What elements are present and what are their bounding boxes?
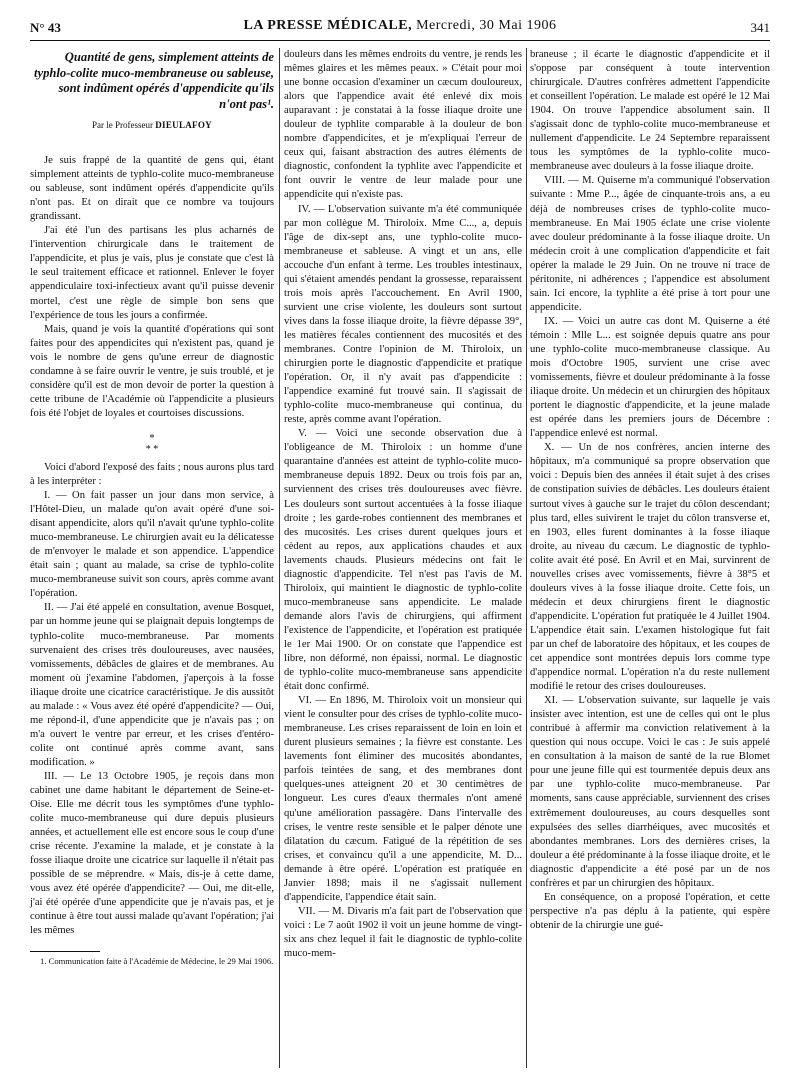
column-divider bbox=[526, 48, 527, 1068]
page-number: 341 bbox=[750, 20, 770, 35]
paragraph: braneuse ; il écarte le diagnostic d'appendicite et il s'oppose par conséquent à toute intervention chirurgicale. D'autres confrères admettent l'appendicite et conseillent l'opération. Le malade est opéré le 12 Mai 1904. On trouve l'appendice absolument sain. Il s'agissait donc de typhlo-colite muco-membraneuse et nullement d'appendicite. Le 24 Septembre reparaissent tous les symptômes de la typhlo-colite muco-membraneuse avec douleurs à la fosse iliaque droite. bbox=[530, 49, 770, 173]
observation-11: XI. — L'observation suivante, sur laquelle je vais insister avec intention, est une de celles qui ont le plus contribué à affermir ma conviction relativement à la question qui nous occupe. Voici le cas : Je suis appelé en consultation à la maison de santé de la rue Blomet pour une jeune fille qui est tourmentée depuis deux ans par une typhlo-colite muco-membraneuse. Par moments, sans cause appréciable, surviennent des crises extrêmement douloureuses, au cours desquelles sont expulsées des selles diarrhéiques, avec mucosités et abondantes membranes. Lors des dernières crises, la douleur a été prédominante à la fosse iliaque droite, et le diagnostic d'appendicite a été posé par un de nos confrères et par un chirurgien des hôpitaux. bbox=[530, 695, 770, 889]
column-3 bbox=[530, 48, 770, 933]
article-title: Quantité de gens, simplement atteints de typhlo-colite muco-membraneuse ou sableuse, sont indûment opérés d'appendicite qu'ils n'ont pas¹. bbox=[34, 50, 274, 111]
observation-4: IV. — L'observation suivante m'a été communiquée par mon collègue M. Thiroloix. Mme C..., a, depuis l'âge de dix-sept ans, une typhlo-colite muco-membraneuse et sableuse. A vingt et un ans, elle accouche d'un enfant à terme. Les troubles intestinaux, qui s'étaient amendés pendant la grossesse, reparaissent trois mois après l'accouchement. En Avril 1900, survient une crise violente, les douleurs sont surtout vives dans la fosse iliaque droite, la fièvre dépasse 39°, les matières fécales contiennent des mucosités et des membranes. Contre l'opinion de M. Thiroloix, un chirurgien porte le diagnostic d'appendicite et pratique l'opération. Or, il n'y avait pas d'appendicite : l'appendice examiné fut trouvé sain. Il s'agissait de typhlo-colite muco-membraneuse qui continua, du reste, après comme avant l'opération. bbox=[284, 203, 522, 426]
column-1 bbox=[30, 48, 274, 967]
observation-1: I. — On fait passer un jour dans mon service, à l'Hôtel-Dieu, un malade qu'on avait opéré d'une soi-disant appendicite, alors qu'il n'avait qu'une typhlo-colite muco-membraneuse. Le chirurgien avait eu la délicatesse de m'envoyer le malade et son appendice. L'appendice était sain ; quant au malade, sa crise de typhlo-colite muco-membraneuse suivit son cours, après comme avant l'opération. bbox=[30, 490, 274, 600]
paragraph: J'ai été l'un des partisans les plus acharnés de l'intervention chirurgicale dans le traitement de l'appendicite, et plus je vais, plus je constate que c'est là le seul traitement efficace et rationnel. Enlever le foyer appendiculaire toxi-infectieux avant qu'il puisse devenir mortel, c'est une règle de simple bon sens que l'expérience de tous les jours a confirmée. bbox=[30, 225, 274, 321]
observation-2: II. — J'ai été appelé en consultation, avenue Bosquet, par un homme jeune qui se plaignait depuis longtemps de typhlo-colite muco-membraneuse. Par moments survenaient des crises très douloureuses, avec nausées, vomissements, débâcles de glaires et de membranes. Au moment où j'examine l'abdomen, j'aperçois à la fosse iliaque droite une cicatrice caractéristique. Je dis aussitôt au malade : « Vous avez été opéré d'appendicite? — Oui, me répond-il, d'une appendicite que je n'avais pas ; on m'a ouvert le ventre par erreur, et les crises d'entéro-colite ont continué après comme avant, sans modification. » bbox=[30, 602, 274, 768]
section-separator: * * * bbox=[145, 432, 159, 455]
byline bbox=[30, 118, 274, 132]
author-name: DIEULAFOY bbox=[155, 120, 212, 130]
paragraph: Je suis frappé de la quantité de gens qui, étant simplement atteints de typhlo-colite muco-membraneuse ou sableuse, sont indûment opérés d'appendicite qu'ils n'ont pas. Et on dirait que ce nombre va toujours grandissant. bbox=[30, 155, 274, 223]
observation-9: IX. — Voici un autre cas dont M. Quiserne a été témoin : Mlle L... est soignée depuis quatre ans pour une typhlo-colite muco-membraneuse classique. Au mois d'Octobre 1905, survient une crise avec vomissements, fièvre et douleur prédominante à la fosse iliaque droite. Un médecin et un chirurgien des hôpitaux portent le diagnostic d'appendicite, et la jeune malade est opérée dans les premiers jours de Décembre : l'appendice enlevé est normal. bbox=[530, 315, 770, 440]
observation-7: VII. — M. Divaris m'a fait part de l'observation que voici : Le 7 août 1902 il voit un jeune homme de vingt-six ans chez lequel il fait le diagnostic de typhlo-colite muco-mem- bbox=[284, 905, 522, 959]
journal-masthead bbox=[30, 18, 770, 34]
observation-5: V. — Voici une seconde observation due à l'obligeance de M. Thiroloix : un homme d'une quarantaine d'années est atteint de typhlo-colite muco-membraneuse depuis 1892. Deux ou trois fois par an, surviennent des crises très douloureuses avec fièvre. Les douleurs sont surtout accentuées à la fosse iliaque droite ; les garde-robes contiennent des membranes et des mucosités. Les crises durent quelques jours et cèdent au repos, aux applications chaudes et aux lavements chauds. Plusieurs médecins ont fait le diagnostic d'appendicite. Tel n'est pas l'avis de M. Thiroloix, qui maintient le diagnostic de typhlo-colite muco-membraneuse sans appendicite. Le malade demande alors l'avis de chirurgiens, qui affirment l'existence de l'appendicite, et l'opération est pratiquée le 1er Mai 1900. Or on constate que l'appendice est libre, non déformé, non épaissi, normal. Le diagnostic de typhlo-colite muco-membraneuse sans appendicite était donc confirmé. bbox=[284, 428, 522, 693]
column-2 bbox=[284, 48, 522, 961]
observation-8: VIII. — M. Quiserne m'a communiqué l'observation suivante : Mme P..., âgée de cinquante-trois ans, a eu déjà de nombreuses crises de typhlo-colite muco-membraneuse. En Mai 1905 éclate une crise violente avec douleur prédominante à la fosse iliaque droite. Un médecin croit à une complication d'appendicite et fait opérer la malade le 29 Juin. On ne trouve ni trace de péritonite, ni adhérences ; l'appendice est absolument sain. Ici encore, la typhlite a été prise à tort pour une appendicite. bbox=[530, 175, 770, 313]
paragraph: Voici d'abord l'exposé des faits ; nous aurons plus tard à les interpréter : bbox=[30, 461, 274, 487]
footnote: 1. Communication faite à l'Académie de Médecine, le 29 Mai 1906. bbox=[40, 955, 274, 966]
paragraph: douleurs dans les mêmes endroits du ventre, je rends les mêmes glaires et les mêmes peaux. » C'était pour moi une bonne occasion d'examiner un cæcum douloureux, alors que l'appendice avait été enlevé dix mois auparavant : je constatai à la fosse iliaque droite une douleur de typhlite comparable à la douleur de bon nombre d'appendicites, et je m'expliquai l'erreur de ceux qui, faisant abstraction des autres éléments de diagnostic, confondent la typhlite avec l'appendicite et font ouvrir le ventre de leur malade pour une appendicite qui n'existe pas. bbox=[284, 49, 522, 201]
observation-3: III. — Le 13 Octobre 1905, je reçois dans mon cabinet une dame habitant le département de Seine-et-Oise. Elle me décrit tous les symptômes d'une typhlo-colite muco-membraneuse qui dure depuis plusieurs années, et actuellement elle est encore sous le coup d'une crise récente. J'examine la malade, et je constate à la fosse iliaque droite une cicatrice sur laquelle il n'était pas possible de se méprendre. « Mais, dis-je à cette dame, vous avez été opérée d'appendicite? — Oui, me dit-elle, j'ai été opérée d'une appendicite que je n'avais pas, et je continue à être tout aussi malade qu'avant l'opération; j'ai les mêmes bbox=[30, 770, 274, 937]
byline-prefix: Par le Professeur bbox=[92, 120, 153, 130]
page-header bbox=[30, 16, 770, 38]
header-rule bbox=[30, 40, 770, 41]
issue-date: Mercredi, 30 Mai 1906 bbox=[416, 18, 557, 33]
footnote-rule bbox=[30, 951, 100, 952]
observation-10: X. — Un de nos confrères, ancien interne des hôpitaux, m'a communiqué sa propre observation que voici : Depuis bien des années il était sujet à des crises de constipation suivies de débâcles. Les douleurs étaient surtout vives à gauche sur le trajet du côlon descendant; plus tard, elles suivirent le trajet du côlon transverse et, en 1903, elles furent dominantes à la fosse iliaque droite, au niveau du cæcum. Le diagnostic de typhlo-colite avait été posé. En Avril et en Mai, survinrent de nouvelles crises avec vomissements, fièvre à 38°5 et douleurs vives à la fosse iliaque droite. Cette fois, un médecin et deux chirurgiens firent le diagnostic d'appendicite. L'opération fut pratiquée le 4 Juillet 1904. L'appendice était sain. L'examen histologique fut fait par un chef de laboratoire des hôpitaux, et les coupes de cet appendice sont montrées depuis lors comme type d'appendice normal. L'opération n'a du reste nullement modifié le retour des crises douloureuses. bbox=[530, 442, 770, 693]
issue-number: N° 43 bbox=[30, 20, 61, 35]
journal-name: LA PRESSE MÉDICALE, bbox=[243, 18, 413, 33]
paragraph: Mais, quand je vois la quantité d'opérations qui sont faites pour des appendicites qui n'existent pas, quand je vois le nombre de gens qu'une erreur de diagnostic condamne à se faire ouvrir le ventre, je suis troublé, et je considère qu'il est de mon devoir de porter la question à cette tribune de l'Académie où l'appendicite a plusieurs fois été l'objet de loyales et courtoises discussions. bbox=[30, 323, 274, 419]
paragraph: En conséquence, on a proposé l'opération, et cette perspective n'a pas déplu à la patiente, qui espère obtenir de la chirurgie une gué- bbox=[530, 891, 770, 931]
observation-6: VI. — En 1896, M. Thiroloix voit un monsieur qui vient le consulter pour des crises de typhlo-colite muco-membraneuse. Les crises reparaissent de loin en loin et durent plusieurs semaines ; la fièvre est constante. Les lavements font éliminer des mucosités abondantes, parfois teintées de sang, et des membranes dont quelques-unes atteignent 20 et 30 centimètres de longueur. Les cures d'eaux thermales n'ont amené qu'une amélioration passagère. Dans l'intervalle des crises, le ventre reste sensible et le palper dénote une dilatation du cæcum. Fatigué de la répétition de ses crises, et convaincu qu'il a une appendicite, M. D... demande à être opéré. L'opération est pratiquée en Janvier 1898; mais il ne s'agissait nullement d'appendicite, l'appendice était sain. bbox=[284, 695, 522, 903]
column-divider bbox=[279, 48, 280, 1068]
